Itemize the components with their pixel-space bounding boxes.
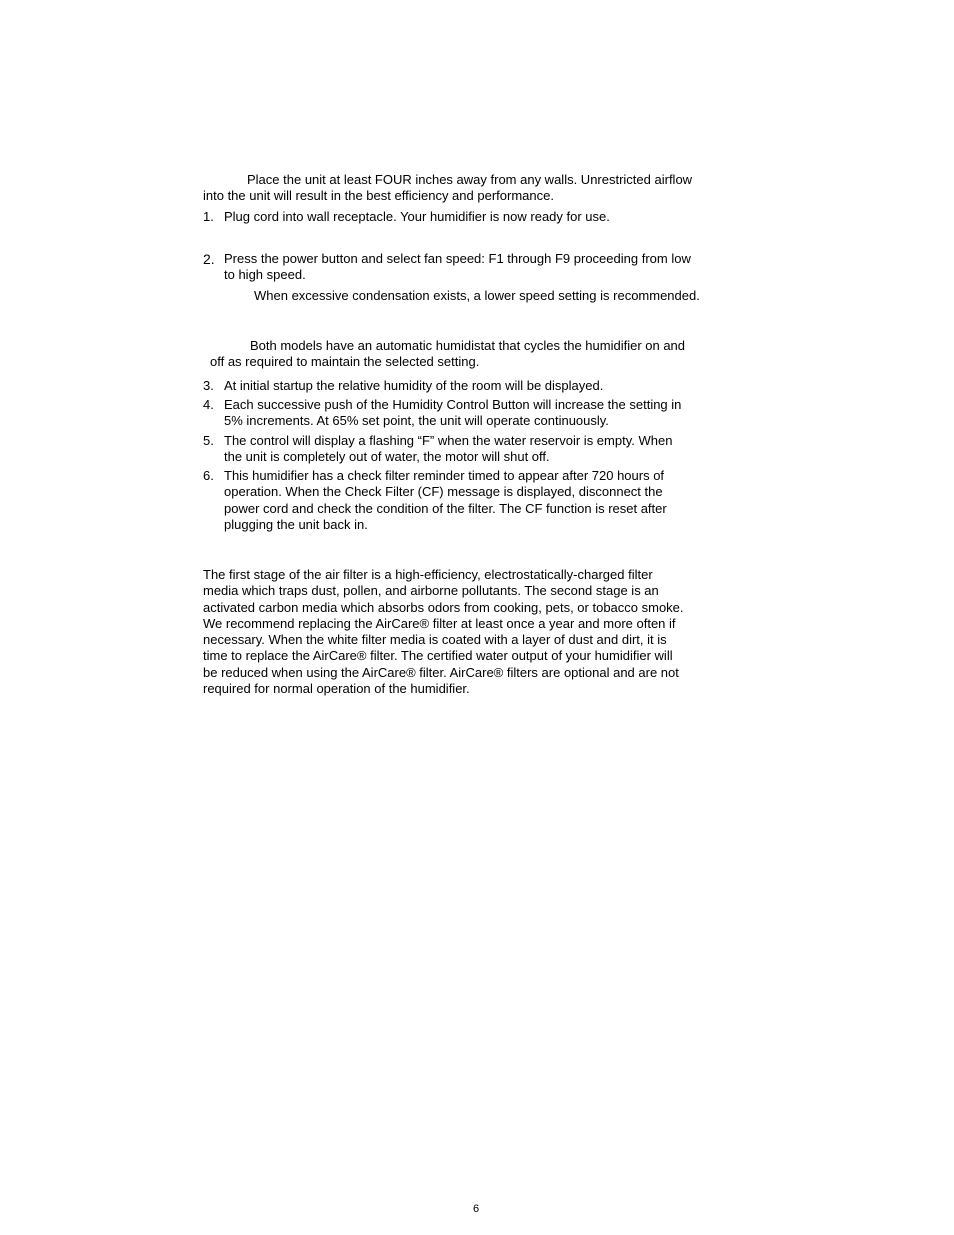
filter-line: We recommend replacing the AirCare® filter at least once a year and more often if bbox=[203, 615, 676, 631]
step-line: to high speed. bbox=[224, 267, 306, 283]
step-number: 4. bbox=[203, 397, 214, 412]
step-text bbox=[224, 378, 734, 394]
step-number: 3. bbox=[203, 378, 214, 393]
filter-line: media which traps dust, pollen, and airborne pollutants. The second stage is an bbox=[203, 583, 659, 599]
humidistat-line-2: off as required to maintain the selected setting. bbox=[210, 354, 480, 370]
step-number: 6. bbox=[203, 468, 214, 483]
filter-paragraph bbox=[203, 567, 763, 697]
step-line: This humidifier has a check filter reminder timed to appear after 720 hours of bbox=[224, 468, 665, 483]
step-number: 5. bbox=[203, 433, 214, 448]
condensation-note: When excessive condensation exists, a lower speed setting is recommended. bbox=[254, 288, 700, 303]
filter-line: time to replace the AirCare® filter. The certified water output of your humidifier will bbox=[203, 648, 673, 664]
step-number: 1. bbox=[203, 209, 214, 224]
step-line: operation. When the Check Filter (CF) message is displayed, disconnect the bbox=[224, 484, 663, 500]
step-number: 2. bbox=[203, 251, 215, 267]
humidistat-line-1: Both models have an automatic humidistat that cycles the humidifier on and bbox=[250, 338, 686, 353]
step-line: Each successive push of the Humidity Control Button will increase the setting in bbox=[224, 397, 682, 412]
step-text bbox=[224, 251, 734, 284]
filter-line: activated carbon media which absorbs odors from cooking, pets, or tobacco smoke. bbox=[203, 599, 684, 615]
step-line: plugging the unit back in. bbox=[224, 516, 368, 532]
step-line: the unit is completely out of water, the motor will shut off. bbox=[224, 449, 550, 465]
step-line: At initial startup the relative humidity of the room will be displayed. bbox=[224, 378, 604, 393]
step-text bbox=[224, 433, 734, 466]
filter-line: The first stage of the air filter is a high-efficiency, electrostatically-charged filter bbox=[203, 567, 653, 582]
filter-line: be reduced when using the AirCare® filter. AirCare® filters are optional and are not bbox=[203, 664, 679, 680]
step-line: power cord and check the condition of the filter. The CF function is reset after bbox=[224, 500, 667, 516]
placement-line-1: Place the unit at least FOUR inches away from any walls. Unrestricted airflow bbox=[247, 172, 693, 187]
step-text bbox=[224, 397, 734, 430]
page-number: 6 bbox=[473, 1203, 480, 1215]
step-line: Plug cord into wall receptacle. Your humidifier is now ready for use. bbox=[224, 209, 610, 224]
filter-line: necessary. When the white filter media is coated with a layer of dust and dirt, it is bbox=[203, 632, 667, 648]
step-line: 5% increments. At 65% set point, the unit will operate continuously. bbox=[224, 413, 609, 429]
filter-line: required for normal operation of the humidifier. bbox=[203, 681, 470, 697]
placement-paragraph bbox=[203, 172, 763, 205]
placement-line-2: into the unit will result in the best efficiency and performance. bbox=[203, 188, 554, 204]
step-text bbox=[224, 468, 734, 533]
step-text bbox=[224, 209, 734, 225]
humidistat-paragraph bbox=[210, 338, 770, 371]
step-line: Press the power button and select fan speed: F1 through F9 proceeding from low bbox=[224, 251, 691, 266]
step-line: The control will display a flashing “F” when the water reservoir is empty. When bbox=[224, 433, 673, 448]
